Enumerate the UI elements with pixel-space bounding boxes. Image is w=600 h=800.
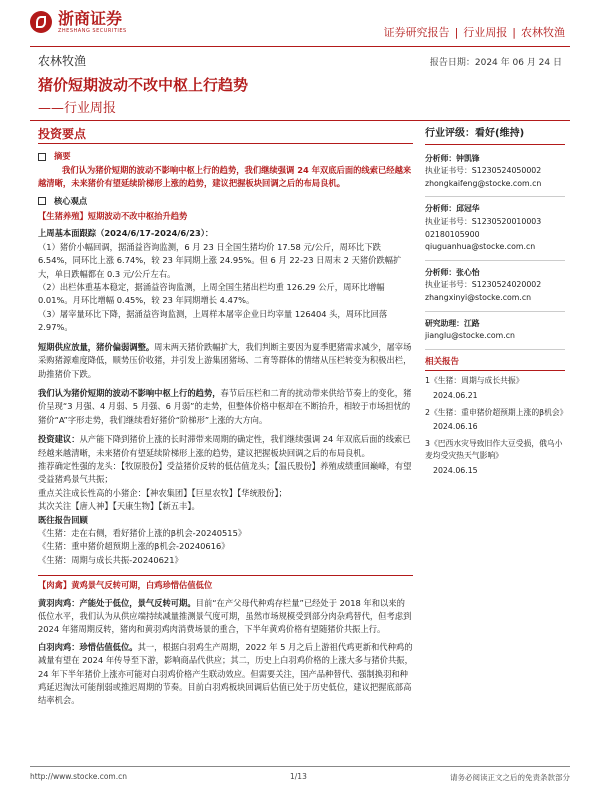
related-report-title[interactable]: 3《巴西水灾导致旧作大豆受损，俄乌小麦均受灾热天气影响》 — [425, 438, 563, 461]
abstract-label: 摘要 — [54, 151, 71, 162]
footer-url[interactable]: http://www.stocke.com.cn — [30, 772, 127, 781]
view-text: 春节后压栏和二育的扰动带来供给节奏上的变化，猪价呈现“3 月强、4 月弱、5 月强、6 月弱”的走势，但整体价格中枢却在不断抬升，相较于市场担忧的猪价“A”字形走势，我们继续看好猪价“阶梯形”上涨的大方向。 — [38, 387, 412, 425]
suggest-lead: 投资建议： — [38, 434, 80, 445]
yellow-chicken-lead: 黄羽肉鸡：产能处于低位，景气反转可期。 — [38, 597, 196, 608]
analyst-phone: 02180105900 — [425, 229, 480, 239]
analyst-license: 执业证书号：S1230524050002 — [425, 166, 542, 176]
nav-sector[interactable]: 农林牧渔 — [521, 26, 565, 39]
analyst-email[interactable]: qiuguanhua@stocke.com.cn — [425, 242, 536, 252]
prior-reports-heading: 既往报告回顾 — [38, 514, 88, 525]
weekly-para-2: （2）出栏体重基本稳定，据涌益咨询监测，上周全国生猪出栏均重 126.29 公斤，周环比增幅 0.01%。月环比增幅 0.45%，较 23 年同期增长 4.47%。 — [38, 282, 385, 306]
suggest-paragraph — [38, 433, 413, 460]
nav-report-type[interactable]: 证券研究报告 — [383, 26, 450, 39]
prior-report-3[interactable]: 《生猪：周期与成长共振-20240621》 — [38, 554, 183, 565]
brand-logo — [30, 10, 127, 34]
checkbox-square-icon — [38, 153, 46, 161]
prior-report-2[interactable]: 《生猪：重申猪价超预期上涨的β机会-20240616》 — [38, 541, 230, 552]
supply-lead: 短期供应放量，猪价偏弱调整。 — [38, 341, 155, 352]
brand-logo-icon — [30, 11, 52, 33]
poultry-section-tag: 【肉禽】黄鸡景气反转可期，白鸡珍惜估值低位 — [38, 575, 413, 592]
nav-weekly[interactable]: 行业周报 — [463, 26, 508, 39]
side-column — [425, 128, 568, 481]
yellow-chicken-paragraph — [38, 597, 413, 637]
recommend-3: 其次关注【唐人神】【天康生物】【新五丰】。 — [38, 501, 200, 512]
view-paragraph — [38, 387, 413, 427]
supply-text: 周末两天猪价跌幅扩大，我们判断主要因为夏季肥猪需求减少，屠宰场采购猪源难度降低，顺势压价收猪，并引发上游集团猪场、二育等群体的情绪从压栏转变为积极出栏，助推猪价下跌。 — [38, 341, 412, 379]
section-title: 投资要点 — [38, 128, 413, 144]
abstract-heading — [38, 150, 413, 163]
abstract-text: 我们认为猪价短期的波动不影响中枢上行的趋势，我们继续强调 24 年双底后面的线索已经越来越清晰，未来猪价有望延续阶梯形上涨的趋势，建议把握板块回调之后的布局良机。 — [38, 164, 412, 189]
industry-rating: 行业评级：看好(维持) — [425, 128, 565, 145]
analyst-block — [425, 153, 565, 198]
report-date: 报告日期：2024 年 06 月 24 日 — [429, 58, 562, 68]
report-subtitle: ——行业周报 — [38, 101, 117, 116]
related-report-title[interactable]: 1《生猪：周期与成长共振》 — [425, 376, 524, 386]
view-lead: 我们认为猪价短期的波动不影响中枢上行的趋势， — [38, 387, 221, 398]
assistant-name: 研究助理：江路 — [425, 318, 480, 328]
assistant-block — [425, 318, 565, 350]
analyst-block — [425, 203, 565, 260]
analyst-name: 分析师：钟凯锋 — [425, 153, 480, 163]
header-nav: 证券研究报告 | 行业周报 | 农林牧渔 — [379, 24, 570, 40]
analyst-license: 执业证书号：S1230524020002 — [425, 280, 542, 290]
header-divider — [30, 46, 570, 47]
recommend-1: 推荐确定性强的龙头：【牧原股份】受益猪价反转的低估值龙头；【温氏股份】养殖成绩重回巅峰，有望受益猪鸡景气共振； — [38, 460, 412, 485]
related-reports-heading: 相关报告 — [425, 356, 565, 372]
recommend-2: 重点关注成长性高的小猪企：【神农集团】【巨星农牧】【华统股份】； — [38, 487, 287, 498]
supply-paragraph — [38, 341, 413, 381]
brand-name: 浙商证券 — [58, 9, 123, 28]
sector-label: 农林牧渔 — [38, 54, 87, 68]
title-divider — [30, 120, 570, 121]
related-report-date: 2024.06.21 — [433, 390, 478, 400]
weekly-heading: 上周基本面跟踪（2024/6/17-2024/6/23）： — [38, 228, 214, 239]
assistant-email[interactable]: jianglu@stocke.com.cn — [425, 331, 515, 341]
analyst-name: 分析师：张心怡 — [425, 267, 480, 277]
prior-report-1[interactable]: 《生猪：走在右侧，看好猪价上涨的β机会-20240515》 — [38, 527, 247, 538]
core-heading — [38, 195, 413, 208]
main-column — [38, 128, 413, 708]
report-title: 猪价短期波动不改中枢上行趋势 — [38, 76, 249, 94]
checkbox-square-icon — [38, 197, 46, 205]
white-chicken-text: 其一，根据白羽鸡生产周期，2022 年 5 月之后上游祖代鸡更新和代种鸡的减量有望在 2024 年传导至下游，影响商品代供应；其二，历史上白羽鸡价格的上涨大多与猪价共振，24 年下半年猪价上涨亦可能对白羽鸡价格产生联动效应。但需要关注，国产品种替代、强制换羽和种鸡延迟淘汰可能削弱或推迟周期的节奏。目前白羽鸡板块回调后估值已处于历史低位，建议把握底部高结率机会。 — [38, 641, 413, 706]
page-number: 1/13 — [290, 772, 307, 781]
weekly-para-1: （1）猪价小幅回调，据涌益咨询监测，6 月 23 日全国生猪均价 17.58 元/公斤，周环比下跌 6.54%，同环比上涨 6.74%，较 23 年同期上涨 24.95%。但 6 月 22-23 日周末 2 天猪价跌幅扩大，单日跌幅都在 0.3 元/公斤左右。 — [38, 241, 402, 279]
yellow-chicken-text: 目前“在产父母代种鸡存栏量”已经处于 2018 年和以来的低位水平，我们认为从供应端持续减量推测景气度可期，虽然市场规模受到部分肉杂鸡替代，但考虑到 2024 年猪周期反转，猪肉和黄羽鸡肉消费场景的重合，下半年黄鸡价格有望随猪价共振上行。 — [38, 597, 412, 635]
analyst-email[interactable]: zhangxinyi@stocke.com.cn — [425, 292, 532, 302]
brand-subname: ZHESHANG SECURITIES — [58, 28, 127, 34]
white-chicken-paragraph — [38, 641, 413, 708]
analyst-license: 执业证书号：S1230520010003 — [425, 216, 542, 226]
related-report-title[interactable]: 2《生猪：重申猪价超预期上涨的β机会》 — [425, 407, 568, 417]
footer-disclaimer: 请务必阅读正文之后的免责条款部分 — [450, 773, 570, 782]
analyst-block — [425, 267, 565, 312]
core-label: 核心观点 — [54, 195, 88, 206]
weekly-para-3: （3）屠宰量环比下降，据涌益咨询监测，上周样本屠宰企业日均宰量 126404 头，周环比回落 2.97%。 — [38, 308, 388, 333]
footer-divider — [30, 766, 570, 767]
analyst-email[interactable]: zhongkaifeng@stocke.com.cn — [425, 178, 542, 188]
pig-section-tag: 【生猪养殖】短期波动不改中枢抬升趋势 — [38, 211, 188, 222]
white-chicken-lead: 白羽肉鸡：珍惜估值低位。 — [38, 641, 138, 652]
related-report-date: 2024.06.15 — [433, 465, 478, 475]
analyst-name: 分析师：邱冠华 — [425, 204, 480, 214]
page-header — [30, 10, 570, 50]
related-report-date: 2024.06.16 — [433, 422, 478, 432]
suggest-text: 从产能下降到猪价上涨的长时滞带来周期的确定性，我们继续强调 24 年双底后面的线索已经越来越清晰，未来猪价有望延续阶梯形上涨的趋势，建议把握板块回调之后的布局良机。 — [38, 434, 411, 458]
